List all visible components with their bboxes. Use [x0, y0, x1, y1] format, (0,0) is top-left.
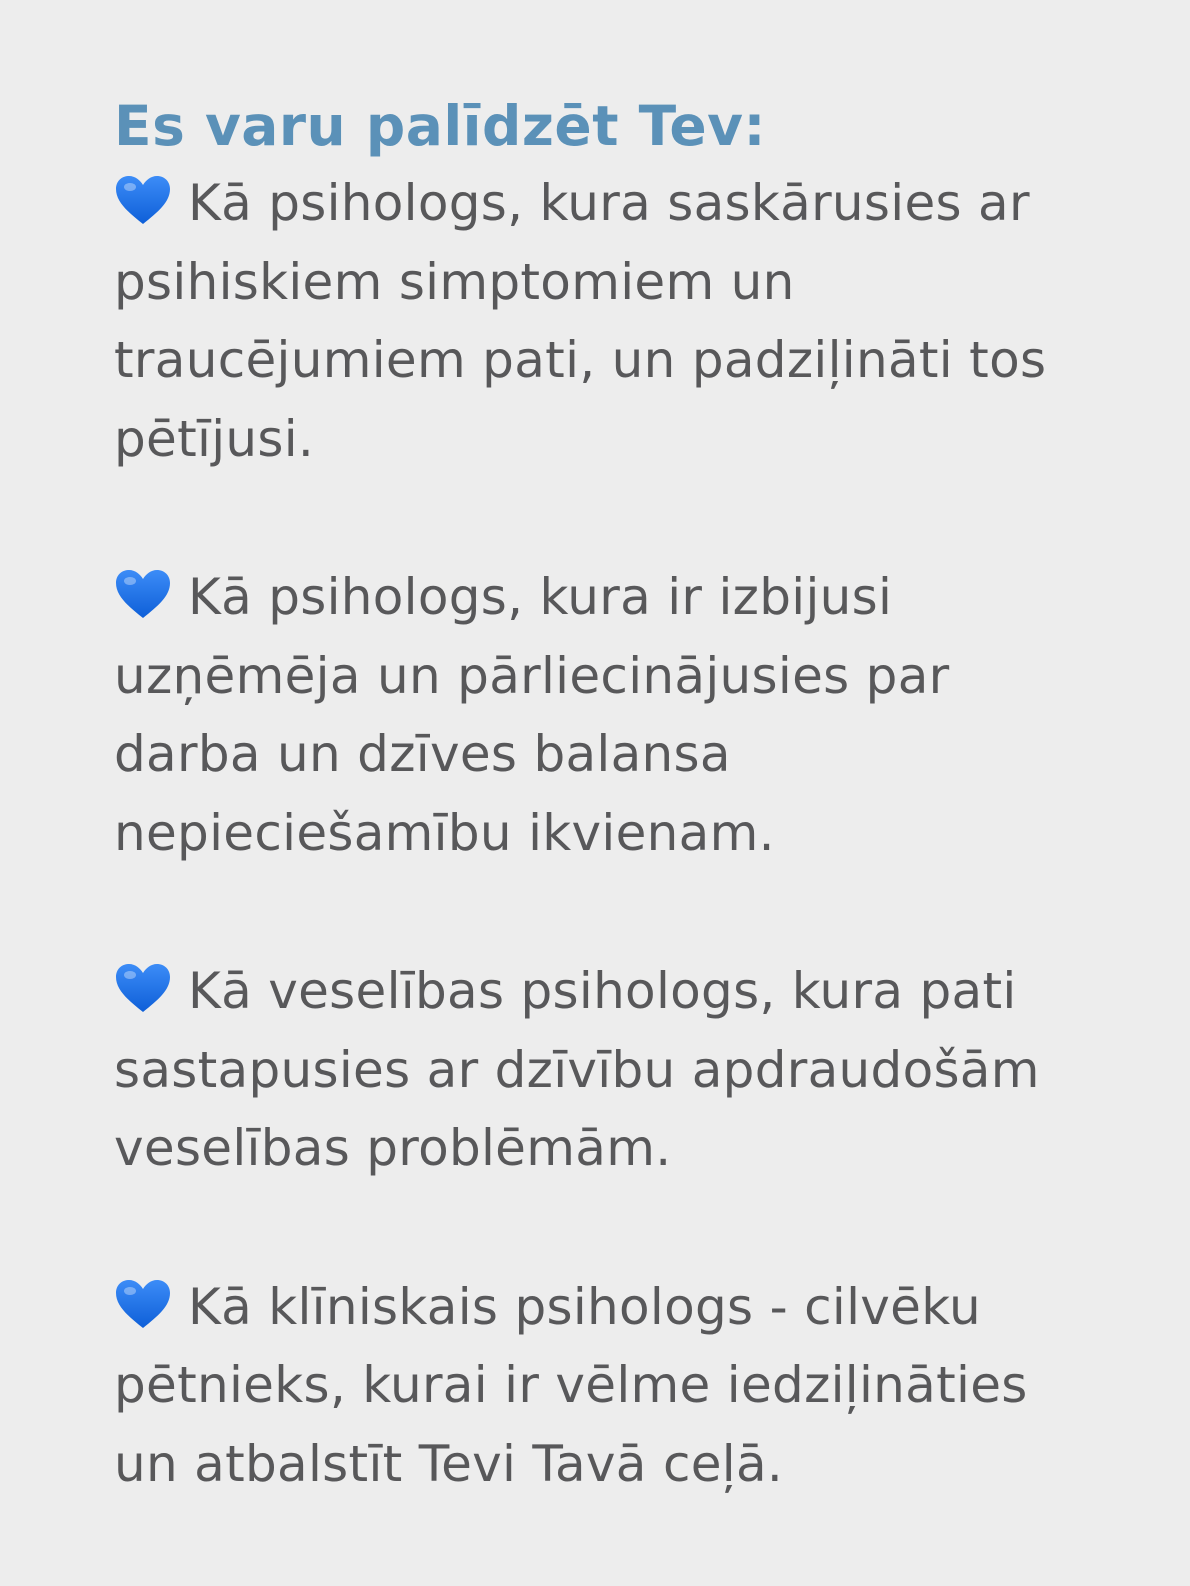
blue-heart-icon	[114, 568, 172, 620]
list-item-4	[114, 1268, 1080, 1504]
list-item-4-text: Kā klīniskais psihologs - cilvēku pētnieks, kurai ir vēlme iedziļināties un atbalstīt Tevi Tavā ceļā.	[114, 1277, 1028, 1493]
list-item-1-text: Kā psihologs, kura saskārusies ar psihiskiem simptomiem un traucējumiem pati, un padziļināti tos pētījusi.	[114, 174, 1047, 468]
list-item-3-text: Kā veselības psihologs, kura pati sastapusies ar dzīvību apdraudošām veselības problēmām.	[114, 962, 1040, 1177]
list-item-3	[114, 952, 1080, 1188]
blue-heart-icon	[114, 1278, 172, 1330]
blue-heart-icon	[114, 174, 172, 226]
page-heading: Es varu palīdzēt Tev:	[114, 94, 767, 158]
list-item-2-text: Kā psihologs, kura ir izbijusi uzņēmēja un pārliecinājusies par darba un dzīves balansa nepieciešamību ikvienam.	[114, 568, 950, 862]
blue-heart-icon	[114, 962, 172, 1014]
list-item-2	[114, 558, 1080, 872]
list-item-1	[114, 164, 1080, 478]
